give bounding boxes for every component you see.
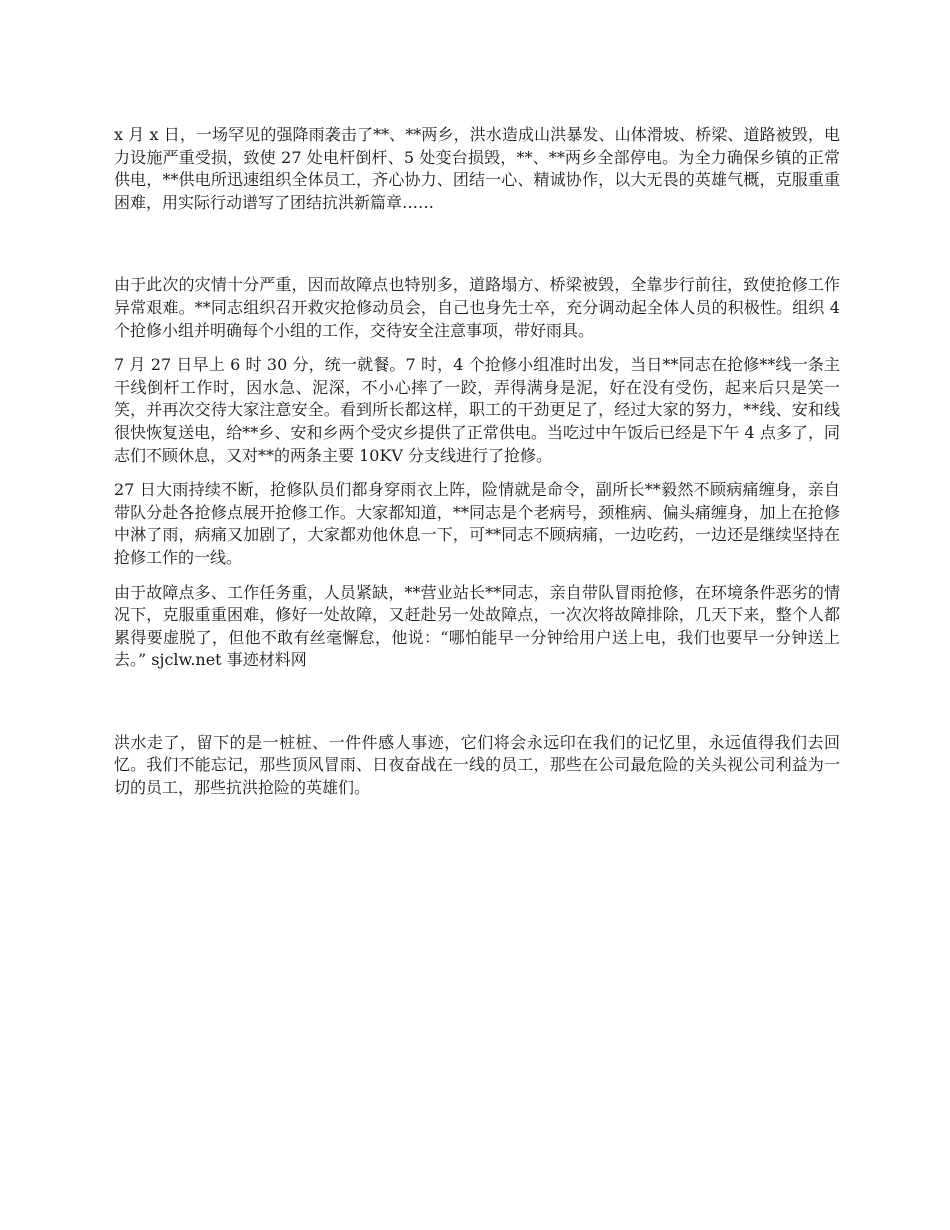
document-body [114, 124, 840, 812]
paragraph-1: x 月 x 日，一场罕见的强降雨袭击了**、**两乡，洪水造成山洪暴发、山体滑坡、桥梁、道路被毁，电力设施严重受损，致使 27 处电杆倒杆、5 处变台损毁，**、**两乡全部停电。为全力确保乡镇的正常供电，**供电所迅速组织全体员工，齐心协力、团结一心、精诚协作，以大无畏的英雄气概，克服重重困难，用实际行动谱写了团结抗洪新篇章…… [114, 125, 840, 212]
paragraph-3: 7 月 27 日早上 6 时 30 分，统一就餐。7 时，4 个抢修小组准时出发，当日**同志在抢修**线一条主干线倒杆工作时，因水急、泥深，不小心摔了一跤，弄得满身是泥，好在没有受伤，起来后只是笑一笑，并再次交待大家注意安全。看到所长都这样，职工的干劲更足了，经过大家的努力，**线、安和线很快恢复送电，给**乡、安和乡两个受灾乡提供了正常供电。当吃过中午饭后已经是下午 4 点多了，同志们不顾休息，又对**的两条主要 10KV 分支线进行了抢修。 [114, 355, 840, 465]
paragraph-2: 由于此次的灾情十分严重，因而故障点也特别多，道路塌方、桥梁被毁，全靠步行前往，致使抢修工作异常艰难。**同志组织召开救灾抢修动员会，自己也身先士卒，充分调动起全体人员的积极性。组织 4 个抢修小组并明确每个小组的工作，交待安全注意事项，带好雨具。 [114, 275, 840, 340]
paragraph-6: 洪水走了，留下的是一桩桩、一件件感人事迹，它们将会永远印在我们的记忆里，永远值得我们去回忆。我们不能忘记，那些顶风冒雨、日夜奋战在一线的员工，那些在公司最危险的关头视公司利益为一切的员工，那些抗洪抢险的英雄们。 [114, 732, 840, 798]
paragraph-5: 由于故障点多、工作任务重，人员紧缺，**营业站长**同志，亲自带队冒雨抢修，在环境条件恶劣的情况下，克服重重困难，修好一处故障，又赶赴另一处故障点，一次次将故障排除，几天下来，整个人都累得要虚脱了，但他不敢有丝毫懈怠，他说：“哪怕能早一分钟给用户送上电，我们也要早一分钟送上去。” sjclw.net 事迹材料网 [114, 582, 840, 670]
paragraph-4: 27 日大雨持续不断，抢修队员们都身穿雨衣上阵，险情就是命令，副所长**毅然不顾病痛缠身，亲自带队分赴各抢修点展开抢修工作。大家都知道，**同志是个老病号，颈椎病、偏头痛缠身，加上在抢修中淋了雨，病痛又加剧了，大家都劝他休息一下，可**同志不顾病痛，一边吃药，一边还是继续坚持在抢修工作的一线。 [114, 480, 840, 567]
